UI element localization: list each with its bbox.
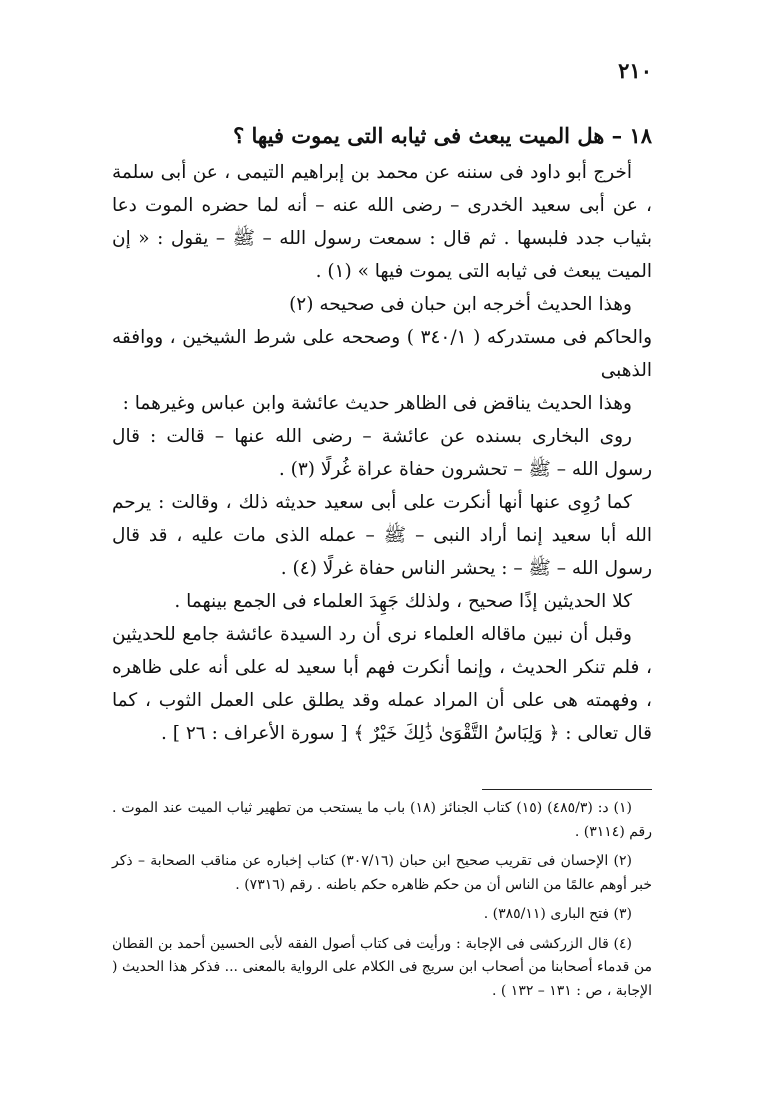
section-heading: ١٨ – هل الميت يبعث فى ثيابه التى يموت فيها ؟ [233,123,652,148]
footnote: (١) د: (٤٨٥/٣) (١٥) كتاب الجنائز (١٨) باب ما يستحب من تطهير ثياب الميت عند الموت . رقم (٣١١٤) . [112,800,652,840]
paragraph: أخرج أبو داود فى سننه عن محمد بن إبراهيم التيمى ، عن أبى سلمة ، عن أبى سعيد الخدرى – رضى الله عنه – أنه لما حضره الموت دعا بثياب جدد فلبسها . ثم قال : سمعت رسول الله – ﷺ – يقول : « إن الميت يبعث فى ثيابه التى يموت فيها » (١) . [112,162,652,282]
paragraph: روى البخارى بسنده عن عائشة – رضى الله عنها – قالت : قال رسول الله – ﷺ – تحشرون حفاة عراة غُرلًا (٣) . [112,426,652,480]
main-text [112,118,652,750]
footnote: (٣) فتح البارى (٣٨٥/١١) . [483,906,632,922]
paragraph: والحاكم فى مستدركه ( ٣٤٠/١ ) وصححه على شرط الشيخين ، ووافقه الذهبى [112,327,652,381]
paragraph: كلا الحديثين إذًا صحيح ، ولذلك جَهِدَ العلماء فى الجمع بينهما . [174,591,632,612]
footnote: (٢) الإحسان فى تقريب صحيح ابن حبان (٣٠٧/١٦) كتاب إخباره عن مناقب الصحابة – ذكر خبر أوهم عالمًا من الناس أن من حكم ظاهره حكم باطنه . رقم (٧٣١٦) . [112,853,652,893]
paragraph: كما رُوِى عنها أنها أنكرت على أبى سعيد حديثه ذلك ، وقالت : يرحم الله أبا سعيد إنما أراد النبى – ﷺ – عمله الذى مات عليه ، قد قال رسول الله – ﷺ – : يحشر الناس حفاة غرلًا (٤) . [112,492,652,579]
page-number: ٢١٠ [618,58,652,83]
footnote: (٤) قال الزركشى فى الإجابة : ورأيت فى كتاب أصول الفقه لأبى الحسين أحمد بن القطان من قدماء أصحابنا من أصحاب ابن سريج فى الكلام على الرواية بالمعنى ... فذكر هذا الحديث ( الإجابة ، ص : ١٣١ – ١٣٢ ) . [112,935,652,999]
footnote-divider [482,789,652,790]
paragraph: وهذا الحديث أخرجه ابن حبان فى صحيحه (٢) [289,294,632,315]
paragraph: وهذا الحديث يناقض فى الظاهر حديث عائشة وابن عباس وغيرهما : [122,393,632,414]
footnotes [112,797,652,1009]
paragraph: وقبل أن نبين ماقاله العلماء نرى أن رد السيدة عائشة جامع للحديثين ، فلم تنكر الحديث ، وإنما أنكرت فهم أبا سعيد له على أنه على ظاهره ، وفهمته هى على أن المراد عمله وقد يطلق على العمل الثوب ، كما قال تعالى : ﴿ وَلِبَاسُ التَّقْوَىٰ ذَٰلِكَ خَيْرٌ ﴾ [ سورة الأعراف : ٢٦ ] . [112,624,652,744]
